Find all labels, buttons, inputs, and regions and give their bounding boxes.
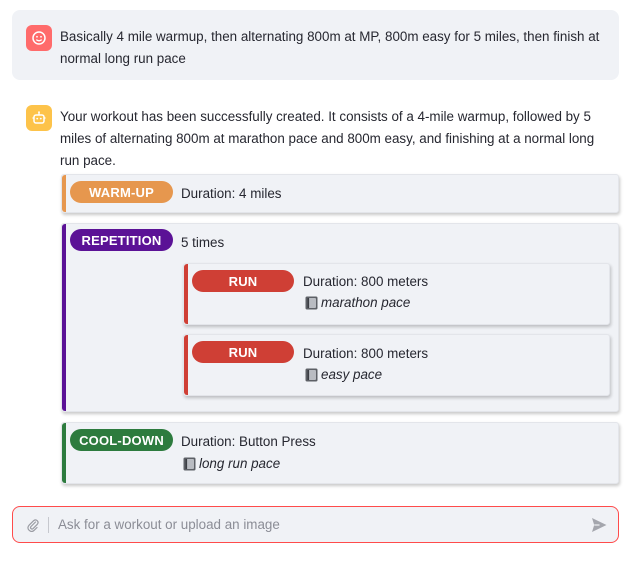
repetition-block bbox=[61, 223, 619, 412]
input-divider bbox=[48, 517, 49, 533]
chat-input-bar bbox=[12, 506, 619, 543]
run-step-color-bar bbox=[184, 264, 188, 324]
run-step-block bbox=[183, 263, 610, 325]
run-duration: Duration: 800 meters bbox=[303, 274, 429, 289]
run-note-text: marathon pace bbox=[321, 295, 411, 310]
run-duration: Duration: 800 meters bbox=[303, 346, 429, 361]
robot-icon bbox=[31, 110, 47, 126]
notebook-icon bbox=[305, 296, 318, 310]
cooldown-color-bar bbox=[62, 423, 66, 483]
paperclip-icon[interactable] bbox=[26, 518, 40, 532]
repetition-count: 5 times bbox=[181, 235, 225, 250]
chat-input[interactable] bbox=[58, 517, 590, 532]
cooldown-note-text: long run pace bbox=[199, 456, 281, 471]
assistant-avatar bbox=[26, 105, 52, 131]
run-note bbox=[305, 367, 382, 382]
repetition-color-bar bbox=[62, 224, 66, 411]
run-badge: RUN bbox=[192, 341, 294, 363]
cooldown-duration: Duration: Button Press bbox=[181, 434, 316, 449]
notebook-icon bbox=[305, 368, 318, 382]
user-message-text: Basically 4 mile warmup, then alternating 800m at MP, 800m easy for 5 miles, then finish at normal long run pace bbox=[60, 29, 600, 66]
cooldown-badge: COOL-DOWN bbox=[70, 429, 173, 451]
send-arrow-icon[interactable] bbox=[590, 516, 608, 534]
warmup-badge: WARM-UP bbox=[70, 181, 173, 203]
warmup-duration: Duration: 4 miles bbox=[181, 186, 282, 201]
cooldown-note bbox=[183, 456, 280, 471]
run-note bbox=[305, 295, 410, 310]
warmup-block bbox=[61, 174, 619, 213]
smiley-face-icon bbox=[31, 30, 47, 46]
user-avatar bbox=[26, 25, 52, 51]
run-step-color-bar bbox=[184, 335, 188, 395]
run-note-text: easy pace bbox=[321, 367, 383, 382]
user-message bbox=[12, 10, 619, 80]
assistant-message bbox=[12, 106, 619, 172]
warmup-color-bar bbox=[62, 175, 66, 212]
run-badge: RUN bbox=[192, 270, 294, 292]
repetition-badge: REPETITION bbox=[70, 229, 173, 251]
notebook-icon bbox=[183, 457, 196, 471]
assistant-message-text: Your workout has been successfully created. It consists of a 4-mile warmup, followed by 5 miles of alternating 800m at marathon pace and 800m easy, and finishing at a normal long run pace. bbox=[60, 109, 595, 168]
run-step-block bbox=[183, 334, 610, 396]
cooldown-block bbox=[61, 422, 619, 484]
